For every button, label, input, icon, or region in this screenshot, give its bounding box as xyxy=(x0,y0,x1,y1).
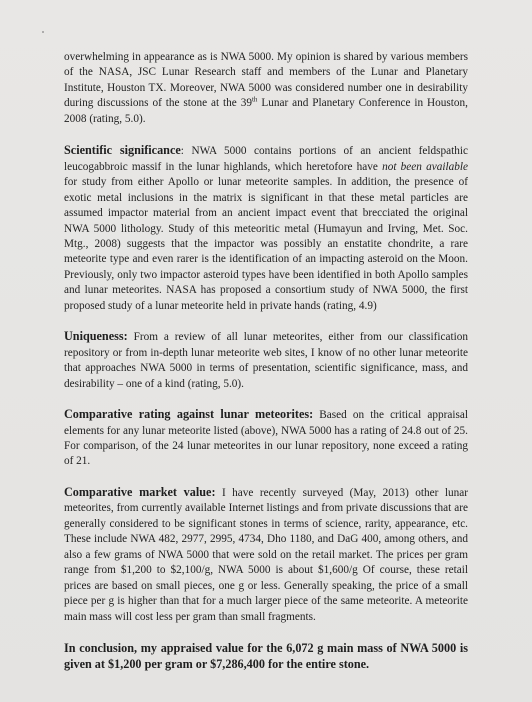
section-heading-market-value: Comparative market value: xyxy=(64,484,216,499)
paragraph-desirability xyxy=(64,50,468,127)
paper-speck xyxy=(42,31,44,33)
paragraph-comparative-market xyxy=(64,485,468,625)
paragraph-text: : NWA 5000 contains portions of an ancient feldspathic leucogabbroic massif in the lunar highlands, which heretofore have xyxy=(64,145,468,173)
paragraph-text: for study from either Apollo or lunar meteorite samples. In addition, the presence of exotic metal inclusions in the matrix is significant in that these metal particles are assumed impactor material from an ancient impact event that brecciated the original NWA 5000 lithology. Study of this meteoritic metal (Humayun and Irving, Met. Soc. Mtg., 2008) suggests that the impactor was possibly an enstatite chondrite, a rare meteorite type and even rarer is the identification of an impacting asteroid on the Moon. Previously, only two impactor asteroid types have been identified in both Apollo samples and lunar meteorites. NASA has proposed a consortium study of NWA 5000, the first proposed study of a lunar meteorite held in private hands (rating, 4.9) xyxy=(64,176,468,312)
paragraph-text: Lunar and Planetary Conference in Houston, 2008 (rating, 5.0). xyxy=(64,97,468,125)
section-heading-uniqueness: Uniqueness: xyxy=(64,329,128,344)
emphasized-text: not been available xyxy=(382,160,468,173)
conclusion-text: In conclusion, my appraised value for the 6,072 g main mass of NWA 5000 is given at $1,200 per gram or $7,286,400 for the entire stone. xyxy=(64,640,468,671)
document-body xyxy=(64,50,468,687)
section-heading-scientific: Scientific significance xyxy=(64,143,181,158)
paragraph-scientific-significance xyxy=(64,143,468,314)
paragraph-text: I have recently surveyed (May, 2013) other lunar meteorites, from currently available Internet listings and from private discussions that are generally considered to be significant stones in terms of science, rarity, appearance, etc. These include NWA 482, 2977, 2995, 4734, Dho 1180, and DaG 400, among others, and also a few grams of NWA 5000 that were sold on the retail market. The prices per gram range from $1,200 to $2,100/g, NWA 5000 is about $1,600/g Of course, these retail prices are based on small pieces, one g or less. Generally speaking, the price of a small piece per g is higher than that for a much larger piece of the same meteorite. A meteorite main mass will cost less per gram than small fragments. xyxy=(64,486,468,623)
section-heading-comparative-rating: Comparative rating against lunar meteorites: xyxy=(64,407,314,422)
paragraph-text: Based on the critical appraisal elements for any lunar meteorite listed (above), NWA 5000 has a rating of 24.8 out of 25. For comparison, of the 24 lunar meteorites in our lunar repository, none exceed a rating of 21. xyxy=(64,409,468,468)
paragraph-conclusion xyxy=(64,640,468,672)
paragraph-text: From a review of all lunar meteorites, either from our classification repository or from in-depth lunar meteorite web sites, I know of no other lunar meteorite that approaches NWA 5000 in terms of presentation, scientific significance, mass, and desirability – one of a kind (rating, 5.0). xyxy=(64,331,468,390)
paragraph-uniqueness xyxy=(64,329,468,392)
paragraph-text: overwhelming in appearance as is NWA 5000. My opinion is shared by various members of the NASA, JSC Lunar Research staff and members of the Lunar and Planetary Institute, Houston TX. Moreover, NWA 5000 was considered number one in desirability during discussions of the stone at the 39 xyxy=(64,51,468,110)
superscript-ordinal: th xyxy=(251,95,258,104)
paragraph-comparative-rating xyxy=(64,407,468,470)
